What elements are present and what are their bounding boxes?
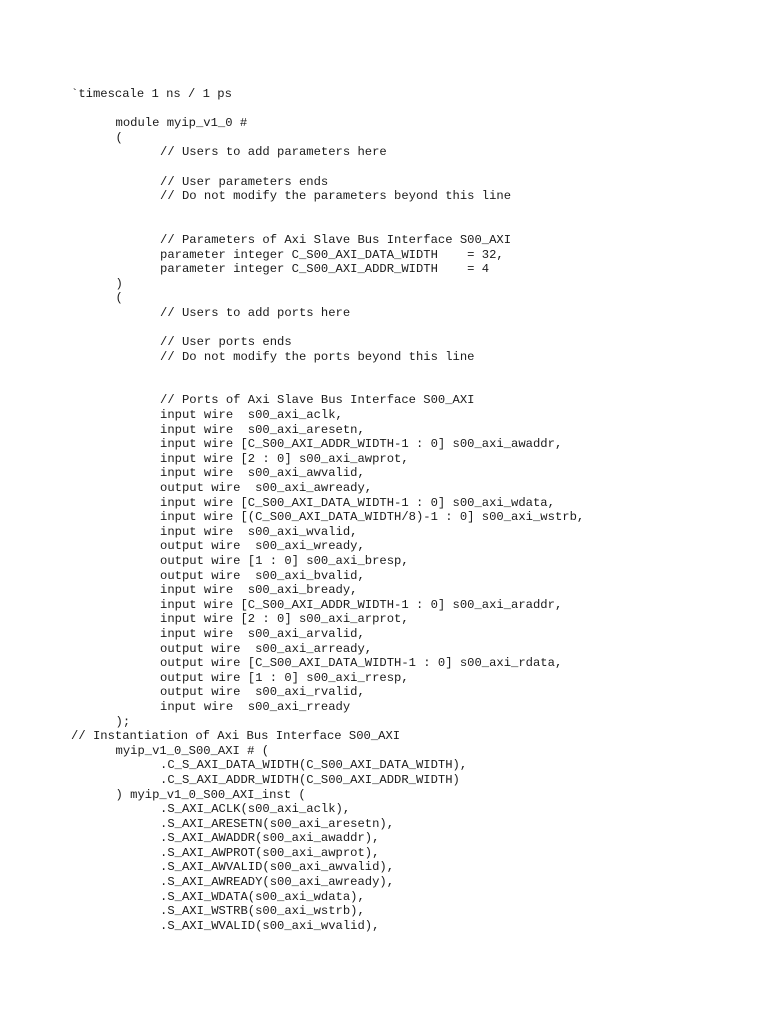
code-line: input wire s00_axi_aresetn, [160, 422, 365, 437]
code-line: input wire s00_axi_arvalid, [160, 626, 365, 641]
code-line: input wire s00_axi_rready [160, 699, 351, 714]
code-line: input wire s00_axi_awvalid, [160, 466, 365, 481]
code-line: // Ports of Axi Slave Bus Interface S00_AXI [160, 393, 475, 408]
code-line: ) myip_v1_0_S00_AXI_inst ( [115, 787, 306, 802]
code-line: input wire [C_S00_AXI_ADDR_WIDTH-1 : 0] s00_axi_awaddr, [160, 437, 563, 452]
code-line: // Parameters of Axi Slave Bus Interface S00_AXI [160, 232, 512, 247]
code-line: .S_AXI_WSTRB(s00_axi_wstrb), [160, 904, 365, 919]
code-line: output wire [C_S00_AXI_DATA_WIDTH-1 : 0] s00_axi_rdata, [160, 656, 563, 671]
code-line: .C_S_AXI_ADDR_WIDTH(C_S00_AXI_ADDR_WIDTH) [160, 772, 460, 787]
code-line [71, 204, 584, 219]
code-line: output wire s00_axi_wready, [160, 539, 365, 554]
code-line: input wire [C_S00_AXI_DATA_WIDTH-1 : 0] s00_axi_wdata, [160, 495, 555, 510]
code-line: input wire [C_S00_AXI_ADDR_WIDTH-1 : 0] s00_axi_araddr, [160, 597, 563, 612]
code-line: ( [115, 291, 123, 306]
code-line: output wire [1 : 0] s00_axi_bresp, [160, 554, 409, 568]
code-line: input wire [(C_S00_AXI_DATA_WIDTH/8)-1 : 0] s00_axi_wstrb, [160, 510, 585, 525]
code-line: // Users to add ports here [160, 305, 351, 320]
code-line: parameter integer C_S00_AXI_DATA_WIDTH = 32, [160, 247, 504, 262]
code-line: input wire s00_axi_aclk, [160, 408, 343, 423]
code-line: .S_AXI_AWPROT(s00_axi_awprot), [160, 845, 380, 860]
code-line: input wire [2 : 0] s00_axi_awprot, [160, 451, 409, 466]
code-line: // Do not modify the parameters beyond this line [160, 189, 512, 204]
code-line: output wire [1 : 0] s00_axi_rresp, [160, 670, 409, 685]
code-line: // Users to add parameters here [160, 145, 387, 160]
code-line [71, 160, 584, 175]
code-line: input wire s00_axi_wvalid, [160, 524, 358, 539]
code-line: output wire s00_axi_awready, [160, 481, 373, 496]
code-line: `timescale 1 ns / 1 ps [71, 87, 232, 101]
code-line [71, 218, 584, 233]
code-line: ) [115, 276, 123, 291]
code-line: .S_AXI_WVALID(s00_axi_wvalid), [160, 918, 380, 933]
code-line: output wire s00_axi_bvalid, [160, 568, 365, 583]
code-line: module myip_v1_0 # [115, 116, 248, 131]
code-line [71, 364, 584, 379]
code-line: .C_S_AXI_DATA_WIDTH(C_S00_AXI_DATA_WIDTH), [160, 758, 468, 773]
code-line [71, 379, 584, 394]
code-line: ); [115, 714, 131, 729]
code-line: .S_AXI_AWREADY(s00_axi_awready), [160, 875, 395, 890]
code-line: input wire s00_axi_bready, [160, 583, 358, 598]
verilog-code-block [71, 87, 584, 933]
code-line: .S_AXI_ACLK(s00_axi_aclk), [160, 802, 351, 817]
code-line: // Instantiation of Axi Bus Interface S00_AXI [71, 729, 401, 744]
code-line: .S_AXI_ARESETN(s00_axi_aresetn), [160, 816, 395, 831]
code-line: // Do not modify the ports beyond this line [160, 349, 475, 364]
code-line: .S_AXI_AWADDR(s00_axi_awaddr), [160, 831, 380, 846]
code-line: .S_AXI_AWVALID(s00_axi_awvalid), [160, 860, 395, 875]
code-line: ( [115, 130, 123, 145]
code-line: output wire s00_axi_rvalid, [160, 685, 365, 700]
code-line: myip_v1_0_S00_AXI # ( [115, 743, 270, 758]
code-line: parameter integer C_S00_AXI_ADDR_WIDTH = 4 [160, 262, 490, 277]
code-line: input wire [2 : 0] s00_axi_arprot, [160, 612, 409, 627]
code-line: // User parameters ends [160, 174, 329, 189]
code-line: .S_AXI_WDATA(s00_axi_wdata), [160, 889, 365, 904]
code-line: output wire s00_axi_arready, [160, 641, 373, 656]
code-line [71, 321, 584, 336]
code-line: // User ports ends [160, 335, 292, 350]
code-line [71, 102, 584, 117]
